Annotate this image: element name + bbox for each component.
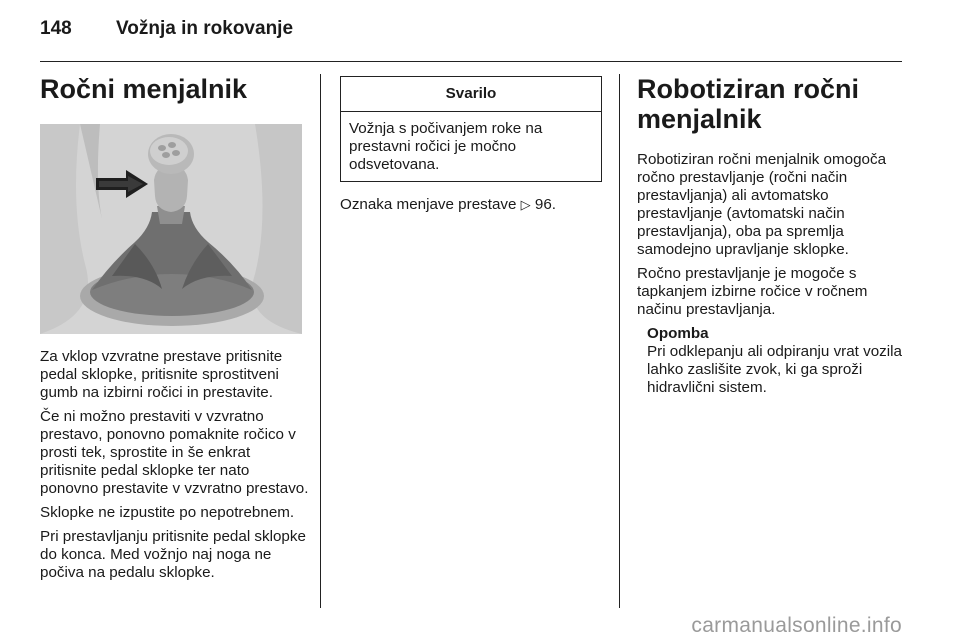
header-divider	[40, 61, 902, 62]
column-robotized-transmission	[637, 74, 905, 397]
watermark: carmanualsonline.info	[691, 614, 902, 637]
gear-shift-reference	[340, 196, 602, 214]
page-number: 148	[40, 18, 72, 39]
section-title: Vožnja in rokovanje	[116, 18, 294, 39]
paragraph-manual-shifting: Ročno prestavljanje je mogoče s tapkanjem izbirne ročice v ročnem načinu prestavljanja.	[637, 265, 868, 318]
heading-robotized-transmission: Robotiziran ročni menjalnik	[637, 74, 859, 134]
paragraph-robotized-intro: Robotiziran ročni menjalnik omogoča ročno prestavljanje (ročni način prestavljanja) ali avtomatsko prestavljanje (avtomatski način prestavljanja), oba pa spremlja samodejno upravljanje sklopke.	[637, 151, 887, 258]
warning-title: Svarilo	[341, 77, 601, 112]
reference-arrow-icon: ▷	[520, 197, 531, 212]
note-title: Opomba	[647, 325, 709, 342]
note-text: Pri odklepanju ali odpiranju vrat vozila lahko zaslišite zvok, ki ga sproži hidravlični sistem.	[647, 343, 902, 396]
reference-text: Oznaka menjave prestave	[340, 196, 517, 213]
column-manual-transmission	[40, 74, 310, 588]
gear-lever-drawing	[40, 124, 302, 334]
paragraph-clutch-press: Pri prestavljanju pritisnite pedal sklopke do konca. Med vožnjo naj noga ne počiva na pedalu sklopke.	[40, 528, 306, 581]
heading-manual-transmission: Ročni menjalnik	[40, 74, 248, 104]
gear-lever-illustration	[40, 124, 302, 334]
column-warning	[340, 76, 602, 220]
warning-text: Vožnja s počivanjem roke na prestavni ročici je močno odsvetovana.	[349, 120, 543, 173]
page-header	[40, 18, 293, 40]
paragraph-reverse-retry: Če ni možno prestaviti v vzvratno prestavo, ponovno pomaknite ročico v prosti tek, sprostite in še enkrat pritisnite pedal sklopke ter nato ponovno prestavite v vzvratno prestavo.	[40, 408, 309, 497]
warning-box	[340, 76, 602, 182]
column-divider-right	[619, 74, 620, 608]
column-divider-left	[320, 74, 321, 608]
paragraph-clutch-release: Sklopke ne izpustite po nepotrebnem.	[40, 504, 295, 521]
paragraph-reverse-gear: Za vklop vzvratne prestave pritisnite pedal sklopke, pritisnite sprostitveni gumb na izbirni ročici in prestavite.	[40, 348, 283, 401]
note-block	[637, 325, 905, 397]
reference-page-link[interactable]: 96.	[534, 196, 557, 213]
